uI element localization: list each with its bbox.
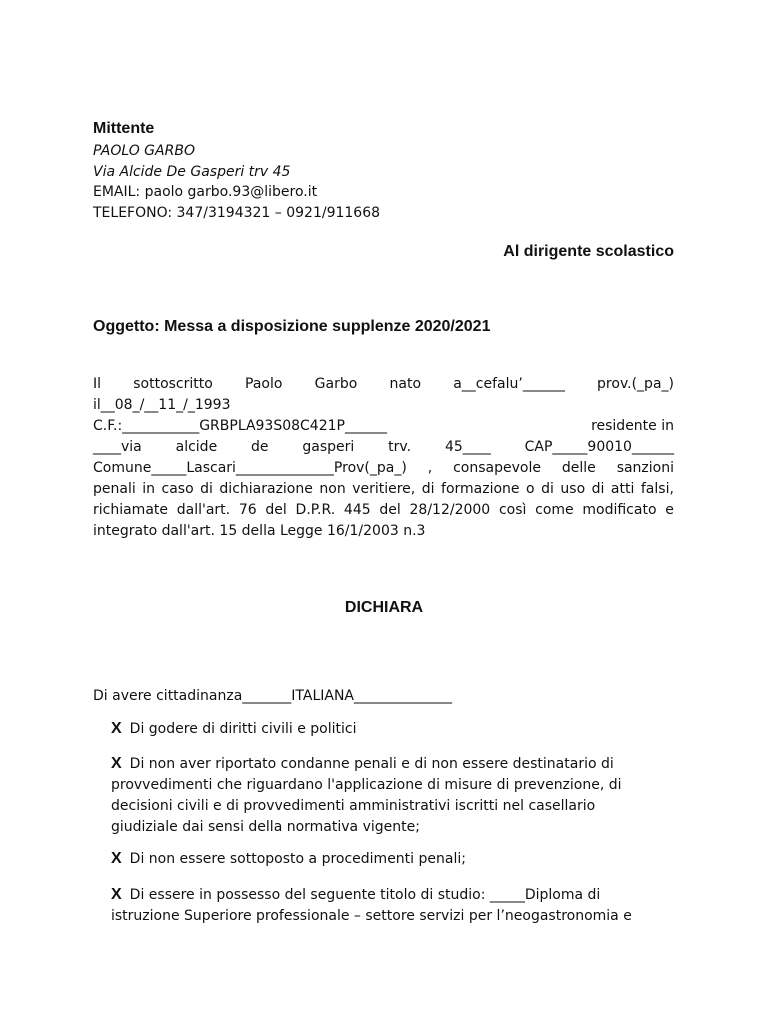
declaration-line <box>93 500 674 521</box>
declaration-line <box>93 374 674 395</box>
declaration-item <box>111 753 671 838</box>
word: richiamate <box>93 502 169 518</box>
sender-heading: Mittente <box>93 120 155 137</box>
word: del <box>265 502 287 518</box>
word: del <box>379 502 401 518</box>
word: sanzioni <box>616 460 674 476</box>
word: atti <box>610 481 635 497</box>
word: in <box>142 481 155 497</box>
word: così <box>498 502 527 518</box>
word: Garbo <box>314 376 358 392</box>
word: o <box>526 481 535 497</box>
word: Paolo <box>245 376 283 392</box>
word: veritiere, <box>352 481 416 497</box>
declaration-item <box>111 848 671 870</box>
word: prov.(_pa_) <box>597 376 674 392</box>
item-text: provvedimenti che riguardano l'applicazione di misure di prevenzione, di <box>111 777 622 793</box>
sender-email: EMAIL: paolo garbo.93@libero.it <box>93 184 318 200</box>
declaration-paragraph <box>93 374 674 542</box>
word: CAP_____90010______ <box>524 439 674 455</box>
declaration-line: integrato dall'art. 15 della Legge 16/1/2003 n.3 <box>93 523 426 539</box>
word: 76 <box>238 502 257 518</box>
item-text: Di non essere sottoposto a procedimenti penali; <box>129 851 466 867</box>
word: formazione <box>441 481 520 497</box>
word: trv. <box>388 439 412 455</box>
word: gasperi <box>302 439 355 455</box>
word: di <box>541 481 554 497</box>
word: e <box>665 502 674 518</box>
word: sottoscritto <box>133 376 213 392</box>
word: 28/12/2000 <box>409 502 491 518</box>
word: nato <box>389 376 422 392</box>
word: uso <box>560 481 586 497</box>
item-text: istruzione Superiore professionale – settore servizi per l’neogastronomia e <box>111 908 632 924</box>
item-text: giudiziale dai sensi della normativa vigente; <box>111 819 420 835</box>
x-mark: X <box>111 886 122 903</box>
declaration-line: il__08_/__11_/_1993 <box>93 397 231 413</box>
word: , <box>427 460 433 476</box>
item-text: decisioni civili e di provvedimenti amministrativi iscritti nel casellario <box>111 798 596 814</box>
item-text: Di essere in possesso del seguente titolo di studio: _____Diploma di <box>129 887 601 903</box>
word: a__cefalu’______ <box>453 376 565 392</box>
declaration-line <box>93 479 674 500</box>
word: di <box>200 481 213 497</box>
word: 445 <box>343 502 371 518</box>
word: di <box>591 481 605 497</box>
citizenship-line: Di avere cittadinanza_______ITALIANA______________ <box>93 688 453 704</box>
word: dichiarazione <box>219 481 313 497</box>
word: alcide <box>175 439 218 455</box>
sender-name: PAOLO GARBO <box>93 143 195 159</box>
subject-line: Oggetto: Messa a disposizione supplenze 2020/2021 <box>93 318 491 335</box>
word: delle <box>561 460 596 476</box>
word: penali <box>93 481 136 497</box>
word: come <box>535 502 574 518</box>
word: falsi, <box>640 481 674 497</box>
word: Comune_____Lascari______________Prov(_pa_) <box>93 460 407 476</box>
declaration-item <box>111 884 671 927</box>
declares-heading: DICHIARA <box>344 599 424 616</box>
declaration-line <box>93 458 674 479</box>
declaration-item <box>111 718 671 740</box>
x-mark: X <box>111 720 122 737</box>
word: modificato <box>582 502 657 518</box>
declaration-line <box>93 416 674 437</box>
word: 45____ <box>444 439 491 455</box>
declaration-line <box>93 437 674 458</box>
word: caso <box>161 481 194 497</box>
x-mark: X <box>111 850 122 867</box>
word: C.F.:___________GRBPLA93S08C421P______ <box>93 418 387 434</box>
item-text: Di non aver riportato condanne penali e di non essere destinatario di <box>129 756 614 772</box>
word: residente in <box>591 418 674 434</box>
word: de <box>251 439 269 455</box>
sender-address: Via Alcide De Gasperi trv 45 <box>93 164 291 180</box>
word: Il <box>93 376 102 392</box>
word: D.P.R. <box>295 502 336 518</box>
sender-phone: TELEFONO: 347/3194321 – 0921/911668 <box>93 205 381 221</box>
word: non <box>319 481 346 497</box>
item-text: Di godere di diritti civili e politici <box>129 721 357 737</box>
word: di <box>421 481 435 497</box>
word: dall'art. <box>176 502 231 518</box>
x-mark: X <box>111 755 122 772</box>
recipient-line: Al dirigente scolastico <box>503 243 674 260</box>
word: ____via <box>93 439 142 455</box>
word: consapevole <box>453 460 541 476</box>
